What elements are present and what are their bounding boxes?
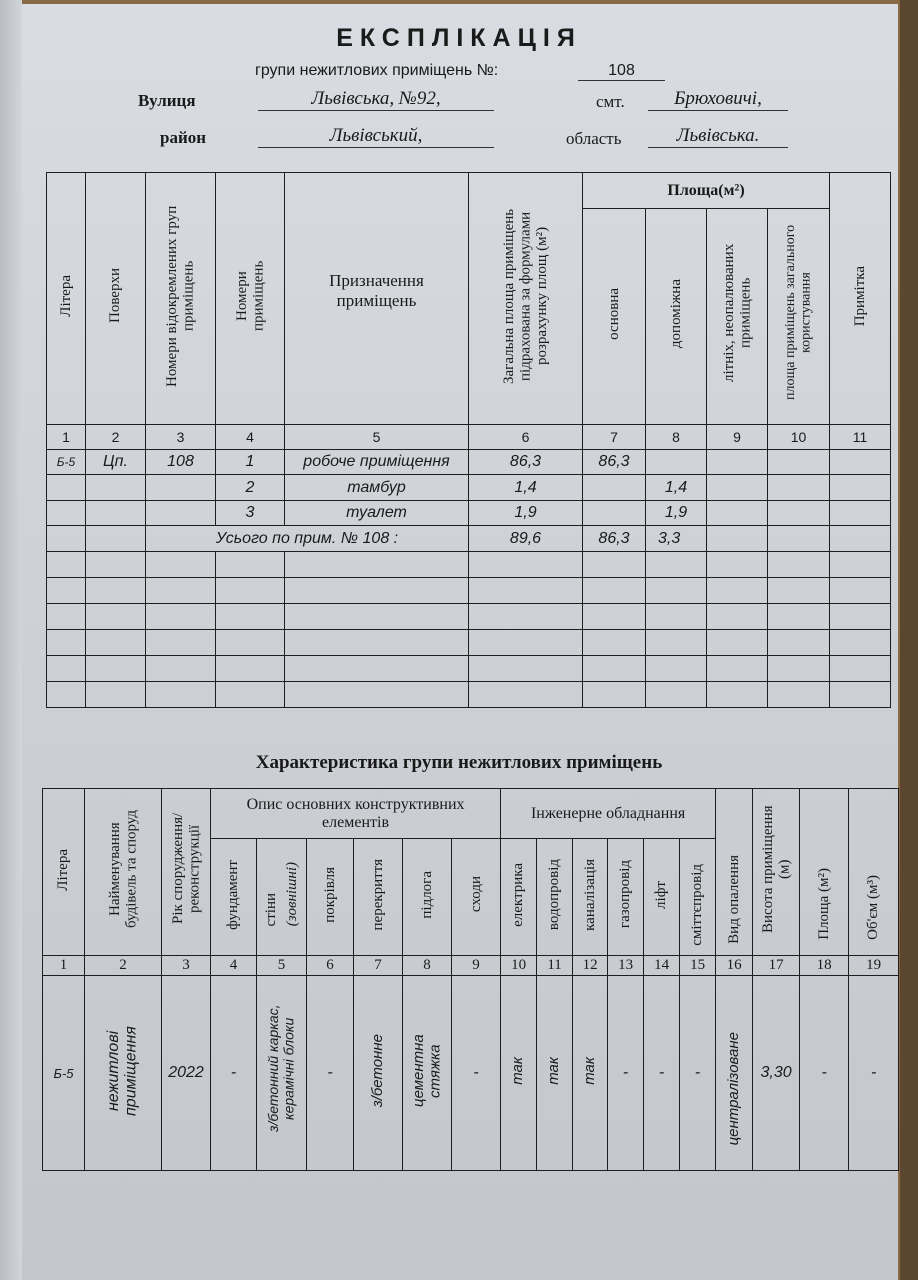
street-label: Вулиця [138, 91, 196, 110]
cell-empty [47, 630, 86, 656]
document-title: ЕКСПЛІКАЦІЯ [336, 24, 582, 52]
cell-empty [583, 604, 646, 630]
cell-empty [285, 552, 469, 578]
header-roof: покрівля [307, 839, 354, 956]
cell-empty [47, 578, 86, 604]
cell-roof: - [307, 976, 354, 1171]
cell-floor: цементна стяжка [403, 976, 452, 1171]
cell-empty [469, 552, 583, 578]
cell-empty [86, 526, 146, 552]
column-number: 1 [43, 956, 85, 976]
cell-floor: Цп. [86, 450, 146, 475]
header-height: Висота приміщення (м) [753, 789, 800, 956]
cell-empty [47, 552, 86, 578]
cell-common [768, 475, 830, 501]
column-number: 16 [716, 956, 753, 976]
cell-aux: 1,4 [646, 475, 707, 501]
cell-empty [830, 604, 891, 630]
cell-litera [47, 475, 86, 501]
cell-litera [47, 501, 86, 526]
header-foundation: фундамент [211, 839, 257, 956]
column-number: 3 [146, 425, 216, 450]
header-auxiliary: допоміжна [646, 209, 707, 425]
header-water: водопровід [537, 839, 573, 956]
cell-empty [583, 630, 646, 656]
header-ceiling: перекриття [354, 839, 403, 956]
cell-total: 1,9 [469, 501, 583, 526]
cell-empty [707, 552, 768, 578]
cell-group [146, 501, 216, 526]
header-year: Рік спорудження/ реконструкції [162, 789, 211, 956]
cell-empty [646, 630, 707, 656]
cell-empty [768, 682, 830, 708]
header-engineering-group: Інженерне обладнання [501, 789, 716, 839]
cell-floor [86, 501, 146, 526]
header-group-numbers: Номери відокремлених груп приміщень [146, 173, 216, 425]
cell-empty [216, 682, 285, 708]
cell-height: 3,30 [753, 976, 800, 1171]
column-number: 4 [211, 956, 257, 976]
header-litera: Літера [47, 173, 86, 425]
header-lift: ліфт [644, 839, 680, 956]
column-number: 2 [85, 956, 162, 976]
cell-empty [583, 552, 646, 578]
table-row [43, 976, 899, 1171]
column-number: 6 [307, 956, 354, 976]
total-aux: 3,3 [646, 526, 707, 552]
empty-rows [47, 552, 891, 708]
header-heating: Вид опалення [716, 789, 753, 956]
cell-empty [146, 552, 216, 578]
cell-empty [830, 526, 891, 552]
cell-garbage: - [680, 976, 716, 1171]
cell-lift: - [644, 976, 680, 1171]
cell-empty [146, 578, 216, 604]
column-number: 7 [583, 425, 646, 450]
cell-empty [285, 656, 469, 682]
header-room-numbers: Номери приміщень [216, 173, 285, 425]
header-common: площа приміщень загального користування [768, 209, 830, 425]
column-number: 10 [768, 425, 830, 450]
cell-empty [469, 682, 583, 708]
characteristics-table [42, 788, 899, 1171]
table-surface-edge [900, 0, 918, 1280]
cell-main [583, 501, 646, 526]
cell-empty [768, 526, 830, 552]
cell-electricity: так [501, 976, 537, 1171]
cell-empty [47, 526, 86, 552]
cell-empty [583, 682, 646, 708]
cell-aux [646, 450, 707, 475]
cell-purpose: тамбур [285, 475, 469, 501]
cell-empty [469, 578, 583, 604]
column-number: 10 [501, 956, 537, 976]
empty-table-row [47, 578, 891, 604]
cell-walls: з/бетонний каркас, керамічні блоки [257, 976, 307, 1171]
column-number: 12 [573, 956, 608, 976]
cell-purpose: робоче приміщення [285, 450, 469, 475]
cell-empty [646, 552, 707, 578]
header-floor: підлога [403, 839, 452, 956]
empty-table-row [47, 630, 891, 656]
header-summer: літніх, неопалюваних приміщень [707, 209, 768, 425]
column-number: 5 [257, 956, 307, 976]
empty-table-row [47, 604, 891, 630]
cell-sewer: так [573, 976, 608, 1171]
cell-empty [86, 578, 146, 604]
column-number-row [43, 956, 899, 976]
cell-litera: Б-5 [47, 450, 86, 475]
cell-empty [216, 552, 285, 578]
empty-table-row [47, 552, 891, 578]
cell-empty [469, 656, 583, 682]
cell-empty [768, 656, 830, 682]
cell-empty [47, 656, 86, 682]
header-walls: стіни (зовнішні) [257, 839, 307, 956]
header-sewer: каналізація [573, 839, 608, 956]
cell-group: 108 [146, 450, 216, 475]
header-gas: газопровід [608, 839, 644, 956]
cell-empty [583, 578, 646, 604]
cell-ceiling: з/бетонне [354, 976, 403, 1171]
cell-main: 86,3 [583, 450, 646, 475]
cell-volume: - [849, 976, 899, 1171]
cell-empty [707, 656, 768, 682]
cell-common [768, 450, 830, 475]
cell-total: 1,4 [469, 475, 583, 501]
cell-empty [830, 682, 891, 708]
cell-empty [768, 552, 830, 578]
column-number: 8 [646, 425, 707, 450]
column-number: 7 [354, 956, 403, 976]
cell-empty [768, 630, 830, 656]
cell-main [583, 475, 646, 501]
cell-empty [285, 630, 469, 656]
cell-room: 3 [216, 501, 285, 526]
cell-empty [86, 552, 146, 578]
header-electricity: електрика [501, 839, 537, 956]
cell-empty [86, 604, 146, 630]
district-value: Львівський, [258, 125, 494, 148]
header-area-group: Площа(м²) [583, 173, 830, 209]
cell-empty [830, 630, 891, 656]
column-number: 9 [707, 425, 768, 450]
cell-empty [707, 682, 768, 708]
cell-empty [768, 578, 830, 604]
column-number: 11 [537, 956, 573, 976]
district-label: район [160, 128, 207, 147]
header-stairs: сходи [452, 839, 501, 956]
cell-common [768, 501, 830, 526]
cell-group [146, 475, 216, 501]
cell-empty [47, 604, 86, 630]
column-number: 19 [849, 956, 899, 976]
cell-empty [216, 656, 285, 682]
cell-note [830, 450, 891, 475]
cell-litera: Б-5 [43, 976, 85, 1171]
cell-empty [146, 630, 216, 656]
column-number-row [47, 425, 891, 450]
column-number: 2 [86, 425, 146, 450]
cell-gas: - [608, 976, 644, 1171]
cell-water: так [537, 976, 573, 1171]
cell-name: нежитлові приміщення [85, 976, 162, 1171]
cell-empty [285, 578, 469, 604]
header-volume: Об'єм (м³) [849, 789, 899, 956]
cell-empty [47, 682, 86, 708]
header-walls-note: (зовнішні) [283, 862, 300, 927]
settlement-value: Брюховичі, [648, 88, 788, 111]
cell-note [830, 501, 891, 526]
cell-empty [146, 656, 216, 682]
cell-aux: 1,9 [646, 501, 707, 526]
column-number: 4 [216, 425, 285, 450]
region-value: Львівська. [648, 125, 788, 148]
cell-room: 2 [216, 475, 285, 501]
cell-stairs: - [452, 976, 501, 1171]
cell-empty [646, 604, 707, 630]
cell-empty [216, 604, 285, 630]
column-number: 13 [608, 956, 644, 976]
column-number: 11 [830, 425, 891, 450]
cell-note [830, 475, 891, 501]
column-number: 8 [403, 956, 452, 976]
header-garbage: сміттєпровід [680, 839, 716, 956]
cell-empty [830, 552, 891, 578]
cell-empty [707, 526, 768, 552]
cell-empty [146, 604, 216, 630]
cell-empty [707, 630, 768, 656]
cell-area: - [800, 976, 849, 1171]
document-subtitle: групи нежитлових приміщень №: [255, 62, 499, 79]
header-purpose: Призначення приміщень [285, 173, 469, 425]
cell-empty [86, 656, 146, 682]
column-number: 14 [644, 956, 680, 976]
cell-floor [86, 475, 146, 501]
cell-empty [469, 604, 583, 630]
empty-table-row [47, 682, 891, 708]
cell-year: 2022 [162, 976, 211, 1171]
column-number: 1 [47, 425, 86, 450]
cell-summer [707, 501, 768, 526]
column-number: 17 [753, 956, 800, 976]
cell-heating: централізоване [716, 976, 753, 1171]
cell-summer [707, 475, 768, 501]
column-number: 3 [162, 956, 211, 976]
cell-empty [583, 656, 646, 682]
cell-empty [216, 578, 285, 604]
cell-empty [830, 656, 891, 682]
characteristics-title: Характеристика групи нежитлових приміщень [255, 752, 663, 773]
cell-purpose: туалет [285, 501, 469, 526]
cell-empty [646, 656, 707, 682]
header-main: основна [583, 209, 646, 425]
column-number: 9 [452, 956, 501, 976]
table-row [47, 475, 891, 501]
total-area: 89,6 [469, 526, 583, 552]
group-number: 108 [578, 62, 665, 81]
cell-empty [86, 682, 146, 708]
header-name: Найменування будівель та споруд [85, 789, 162, 956]
cell-empty [285, 682, 469, 708]
total-row [47, 526, 891, 552]
column-number: 15 [680, 956, 716, 976]
settlement-label: смт. [596, 92, 625, 111]
header-note: Примітка [830, 173, 891, 425]
total-main: 86,3 [583, 526, 646, 552]
total-label: Усього по прим. № 108 : [146, 526, 469, 552]
street-value: Львівська, №92, [258, 88, 494, 111]
column-number: 6 [469, 425, 583, 450]
cell-room: 1 [216, 450, 285, 475]
cell-empty [768, 604, 830, 630]
cell-total: 86,3 [469, 450, 583, 475]
header-floors: Поверхи [86, 173, 146, 425]
cell-empty [469, 630, 583, 656]
cell-empty [86, 630, 146, 656]
table-row [47, 450, 891, 475]
explication-table [46, 172, 891, 708]
header-litera: Літера [43, 789, 85, 956]
region-label: область [566, 129, 622, 148]
empty-table-row [47, 656, 891, 682]
cell-summer [707, 450, 768, 475]
table-row [47, 501, 891, 526]
header-area: Площа (м²) [800, 789, 849, 956]
header-construction-group: Опис основних конструктивних елементів [211, 789, 501, 839]
cell-empty [146, 682, 216, 708]
column-number: 18 [800, 956, 849, 976]
cell-empty [285, 604, 469, 630]
cell-empty [707, 604, 768, 630]
cell-foundation: - [211, 976, 257, 1171]
cell-empty [707, 578, 768, 604]
cell-empty [646, 578, 707, 604]
cell-empty [646, 682, 707, 708]
header-total-area: Загальна площа приміщень підрахована за формулами розрахунку площ (м²) [469, 173, 583, 425]
paper-fold-shadow [0, 0, 22, 1280]
cell-empty [216, 630, 285, 656]
column-number: 5 [285, 425, 469, 450]
cell-empty [830, 578, 891, 604]
